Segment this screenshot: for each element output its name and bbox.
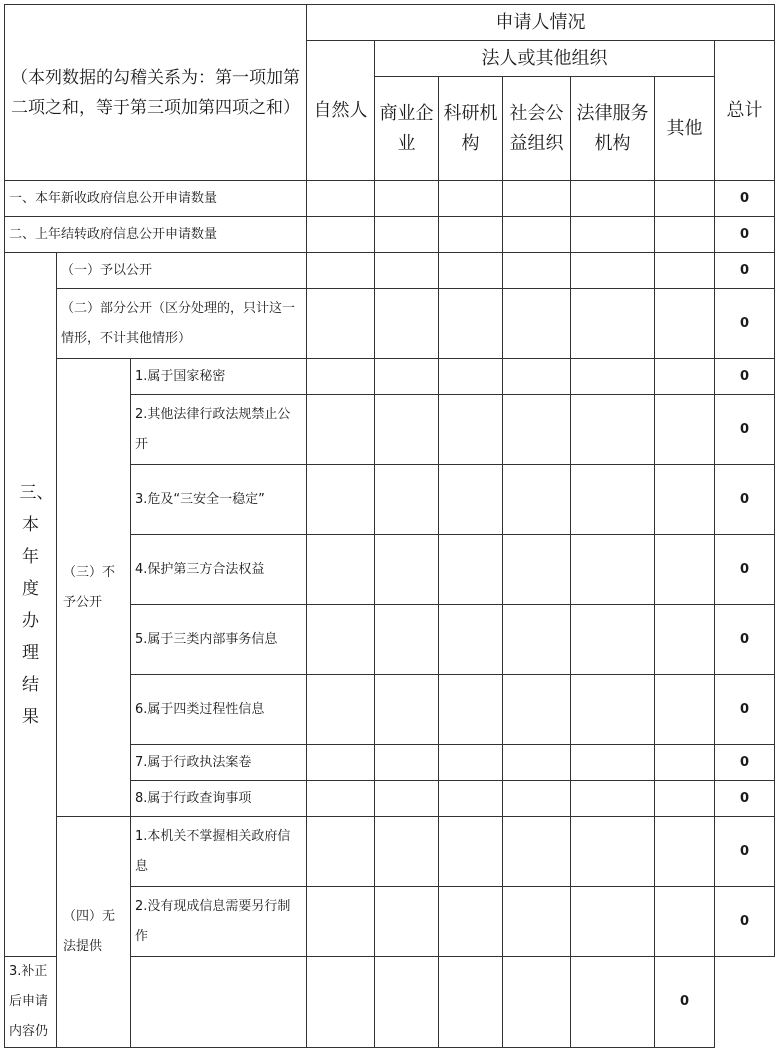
row-total: 0 xyxy=(715,887,775,957)
row-total: 0 xyxy=(715,359,775,395)
row-total: 0 xyxy=(715,253,775,289)
row-label: 1.属于国家秘密 xyxy=(131,359,307,395)
header-col-other: 其他 xyxy=(655,77,715,181)
row-label: （一）予以公开 xyxy=(57,253,307,289)
header-total: 总计 xyxy=(715,41,775,181)
row-label: 二、上年结转政府信息公开申请数量 xyxy=(5,217,307,253)
header-legal-group: 法人或其他组织 xyxy=(375,41,715,77)
header-applicant: 申请人情况 xyxy=(307,5,775,41)
row-total: 0 xyxy=(715,817,775,887)
table-row xyxy=(5,253,775,289)
header-col-business: 商业企业 xyxy=(375,77,439,181)
row-total: 0 xyxy=(715,395,775,465)
row-total: 0 xyxy=(715,535,775,605)
row-label: 2.其他法律行政法规禁止公开 xyxy=(131,395,307,465)
row-total: 0 xyxy=(715,217,775,253)
row-total: 0 xyxy=(715,781,775,817)
section-3-label xyxy=(5,253,57,957)
row-label: （二）部分公开（区分处理的，只计这一情形，不计其他情形） xyxy=(57,289,307,359)
disclosure-table xyxy=(4,4,775,1048)
subsection-3-label: （三）不予公开 xyxy=(57,359,131,817)
header-col-public-welfare: 社会公益组织 xyxy=(503,77,571,181)
table-row xyxy=(5,289,775,359)
section-3-text: 三、本年度办理结果 xyxy=(19,482,54,727)
table-row xyxy=(5,359,775,395)
row-label: 8.属于行政查询事项 xyxy=(131,781,307,817)
row-total: 0 xyxy=(715,605,775,675)
row-label: 4.保护第三方合法权益 xyxy=(131,535,307,605)
header-description: （本列数据的勾稽关系为：第一项加第二项之和，等于第三项加第四项之和） xyxy=(5,5,307,181)
subsection-4-label: （四）无法提供 xyxy=(57,817,131,1048)
row-total: 0 xyxy=(655,957,715,1048)
row-total: 0 xyxy=(715,675,775,745)
row-label: 2.没有现成信息需要另行制作 xyxy=(131,887,307,957)
row-total: 0 xyxy=(715,181,775,217)
header-col-legal-service: 法律服务机构 xyxy=(571,77,655,181)
table-row xyxy=(5,817,775,887)
row-label: 1.本机关不掌握相关政府信息 xyxy=(131,817,307,887)
row-label: 6.属于四类过程性信息 xyxy=(131,675,307,745)
row-total: 0 xyxy=(715,465,775,535)
header-natural-person: 自然人 xyxy=(307,41,375,181)
row-label: 3.补正后申请内容仍 xyxy=(5,957,57,1048)
row-total: 0 xyxy=(715,745,775,781)
table-row xyxy=(5,217,775,253)
row-label: 一、本年新收政府信息公开申请数量 xyxy=(5,181,307,217)
row-total: 0 xyxy=(715,289,775,359)
row-label: 3.危及“三安全一稳定” xyxy=(131,465,307,535)
row-label: 5.属于三类内部事务信息 xyxy=(131,605,307,675)
table-row xyxy=(5,181,775,217)
header-col-research: 科研机构 xyxy=(439,77,503,181)
row-label: 7.属于行政执法案卷 xyxy=(131,745,307,781)
